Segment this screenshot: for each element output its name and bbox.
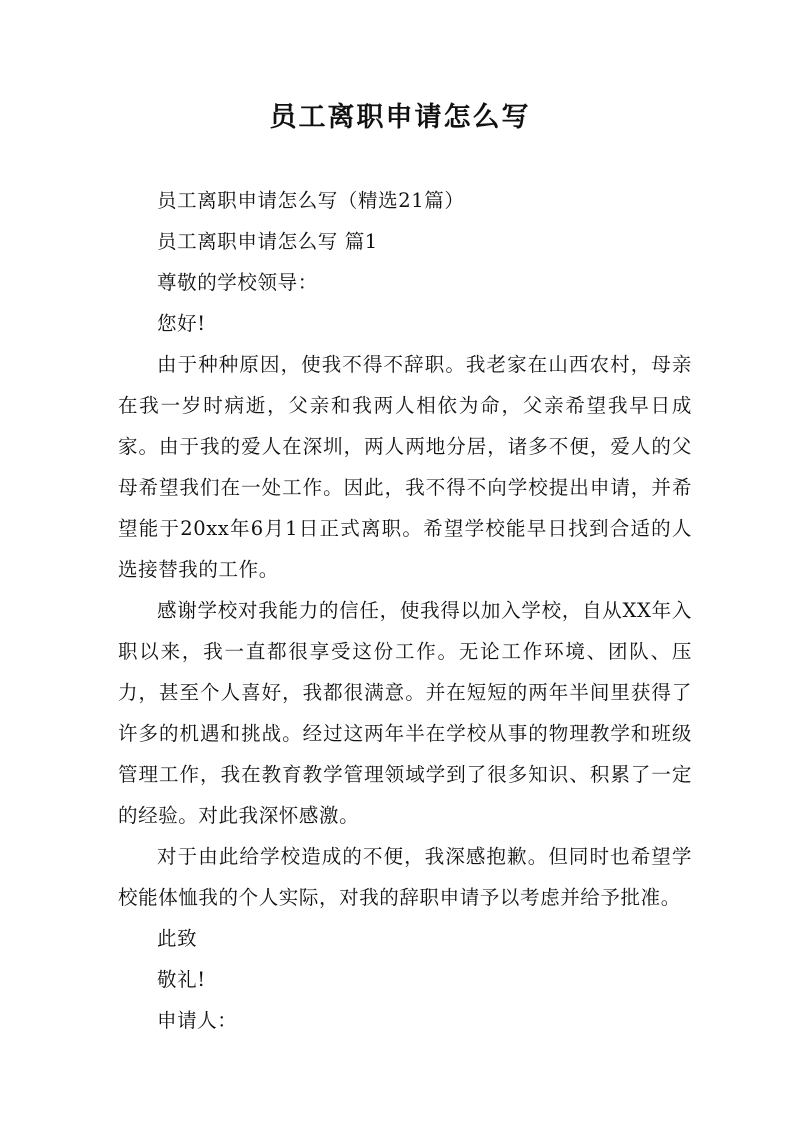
salutation: 尊敬的学校领导： bbox=[157, 271, 318, 294]
closing-respect: 此致 bbox=[157, 927, 198, 950]
document-title: 员工离职申请怎么写 bbox=[269, 102, 531, 133]
document-subtitle: 员工离职申请怎么写（精选21篇） bbox=[157, 189, 465, 212]
greeting: 您好! bbox=[157, 312, 206, 335]
closing-salute: 敬礼! bbox=[157, 968, 206, 991]
body-paragraph-3: 对于由此给学校造成的不便，我深感抱歉。但同时也希望学校能体恤我的个人实际，对我的辞职申请予以考虑并给予批准。 bbox=[118, 845, 692, 909]
body-paragraph-1: 由于种种原因，使我不得不辞职。我老家在山西农村，母亲在我一岁时病逝，父亲和我两人相依为命，父亲希望我早日成家。由于我的爱人在深圳，两人两地分居，诸多不便，爱人的父母希望我们在一处工作。因此，我不得不向学校提出申请，并希望能于20xx年6月1日正式离职。希望学校能早日找到合适的人选接替我的工作。 bbox=[118, 353, 692, 581]
section-heading: 员工离职申请怎么写 篇1 bbox=[157, 230, 378, 253]
document-body bbox=[118, 180, 692, 1041]
body-paragraph-2: 感谢学校对我能力的信任，使我得以加入学校，自从XX年入职以来，我一直都很享受这份工作。无论工作环境、团队、压力，甚至个人喜好，我都很满意。并在短短的两年半间里获得了许多的机遇和挑战。经过这两年半在学校从事的物理教学和班级管理工作，我在教育教学管理领域学到了很多知识、积累了一定的经验。对此我深怀感激。 bbox=[118, 599, 692, 827]
applicant-label: 申请人： bbox=[157, 1009, 238, 1032]
